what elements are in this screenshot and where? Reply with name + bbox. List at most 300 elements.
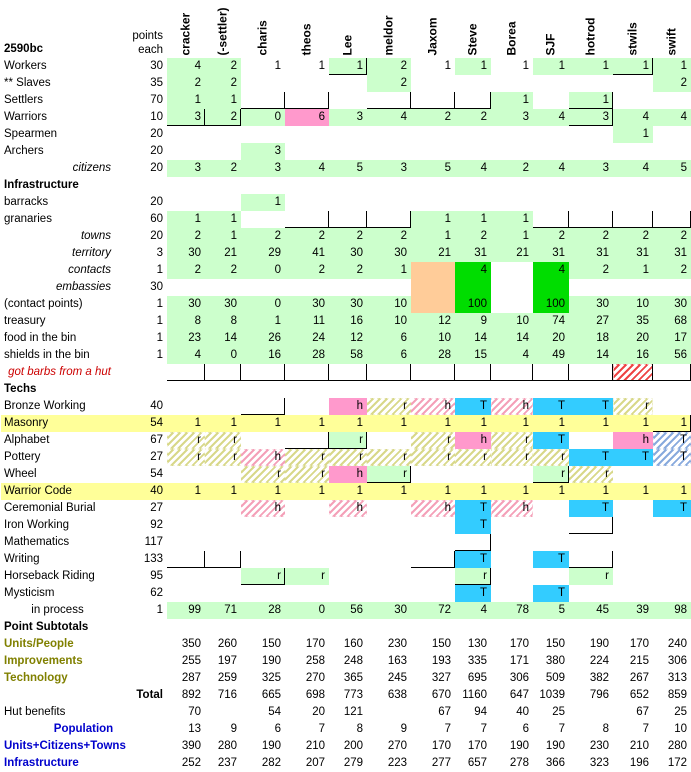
table-cell: 1: [241, 415, 285, 432]
table-cell: [569, 143, 613, 160]
table-cell: [285, 585, 329, 602]
table-cell: 28: [411, 347, 455, 364]
table-cell: 1: [329, 483, 367, 500]
table-cell: [569, 585, 613, 602]
table-cell: [367, 585, 411, 602]
table-cell: [367, 92, 411, 109]
table-cell: 39: [613, 602, 653, 619]
table-cell: 78: [491, 602, 533, 619]
table-cell: [653, 551, 691, 568]
table-cell: 3: [329, 109, 367, 126]
table-cell: [491, 517, 533, 534]
table-cell: T: [613, 449, 653, 466]
table-cell: h: [455, 432, 491, 449]
table-cell: 248: [343, 654, 363, 667]
table-cell: 14: [205, 330, 241, 347]
row-label: embassies: [56, 280, 111, 293]
table-cell: 270: [387, 739, 407, 752]
table-row: [1, 92, 691, 109]
table-cell: [491, 534, 533, 551]
table-cell: 277: [431, 756, 451, 769]
table-cell: [455, 92, 491, 109]
table-cell: 313: [667, 671, 687, 684]
table-cell: r: [411, 432, 455, 449]
table-cell: 2: [455, 228, 491, 245]
row-label: Iron Working: [4, 518, 69, 531]
table-cell: 1: [367, 483, 411, 500]
table-cell: 10: [367, 313, 411, 330]
row-label: Horseback Riding: [4, 569, 95, 582]
table-cell: [569, 194, 613, 211]
table-cell: 190: [261, 654, 281, 667]
table-cell: [241, 126, 285, 143]
row-label: food in the bin: [4, 331, 77, 344]
table-cell: 31: [455, 245, 491, 262]
subtotal-label: Total: [136, 688, 163, 701]
table-cell: [533, 194, 569, 211]
table-cell: [241, 398, 285, 415]
table-cell: 28: [285, 347, 329, 364]
table-cell: [491, 551, 533, 568]
table-cell: 74: [533, 313, 569, 330]
section-title: Techs: [1, 381, 691, 398]
player-header: [285, 1, 329, 58]
table-cell: [329, 92, 367, 109]
table-cell: T: [455, 500, 491, 517]
table-cell: 1: [569, 483, 613, 500]
player-header: [329, 1, 367, 58]
table-cell: 3: [569, 160, 613, 177]
table-cell: 163: [387, 654, 407, 667]
table-cell: [285, 432, 329, 449]
table-cell: 14: [491, 330, 533, 347]
player-name: cracker: [178, 12, 192, 56]
row-label: Mysticism: [4, 586, 55, 599]
table-cell: 30: [205, 296, 241, 313]
table-cell: [205, 534, 241, 551]
player-header: [491, 1, 533, 58]
table-cell: 8: [205, 313, 241, 330]
table-cell: 366: [545, 756, 565, 769]
table-cell: 4: [167, 347, 205, 364]
table-cell: 172: [667, 756, 687, 769]
table-cell: 1: [167, 92, 205, 109]
table-row: [1, 687, 691, 704]
table-cell: 190: [261, 739, 281, 752]
table-cell: [533, 500, 569, 517]
table-row: [1, 194, 691, 211]
table-cell: r: [533, 466, 569, 483]
table-cell: r: [455, 568, 491, 585]
table-cell: [491, 296, 533, 313]
table-cell: h: [241, 449, 285, 466]
table-cell: r: [167, 432, 205, 449]
table-cell: [241, 211, 285, 228]
table-row: [1, 143, 691, 160]
table-cell: 0: [241, 262, 285, 279]
table-cell: 4: [455, 262, 491, 279]
table-row: [1, 738, 691, 755]
table-cell: 4: [367, 109, 411, 126]
table-cell: 670: [431, 688, 451, 701]
table-cell: 0: [241, 296, 285, 313]
table-cell: 7: [318, 722, 325, 735]
table-cell: 1: [167, 211, 205, 228]
table-cell: [533, 92, 569, 109]
table-cell: 327: [431, 671, 451, 684]
table-cell: [367, 279, 411, 296]
table-cell: 3: [167, 160, 205, 177]
table-cell: [411, 126, 455, 143]
table-row: [1, 755, 691, 772]
table-row: [1, 58, 691, 75]
table-cell: 638: [387, 688, 407, 701]
table-row: [1, 109, 691, 126]
table-cell: 657: [467, 756, 487, 769]
table-cell: 12: [411, 313, 455, 330]
table-cell: 2: [167, 228, 205, 245]
table-cell: 2: [205, 109, 241, 126]
table-cell: [329, 551, 367, 568]
table-cell: 30: [569, 296, 613, 313]
table-cell: 1: [653, 483, 691, 500]
table-cell: 2: [205, 262, 241, 279]
table-cell: 20: [312, 705, 325, 718]
row-points: 1: [156, 348, 163, 361]
table-cell: 1: [533, 415, 569, 432]
table-cell: 3: [367, 160, 411, 177]
table-row: [1, 602, 691, 619]
player-name: theos: [299, 23, 313, 56]
table-cell: [569, 364, 613, 381]
table-row: [1, 126, 691, 143]
table-cell: [285, 92, 329, 109]
table-cell: 1: [205, 415, 241, 432]
table-cell: [613, 211, 653, 228]
table-cell: 100: [533, 296, 569, 313]
table-cell: 30: [653, 296, 691, 313]
table-body: [1, 1, 691, 772]
table-cell: [205, 194, 241, 211]
table-cell: [613, 500, 653, 517]
player-name: swift: [664, 28, 678, 56]
table-cell: 3: [569, 109, 613, 126]
table-cell: [411, 364, 455, 381]
table-cell: [241, 279, 285, 296]
table-cell: 31: [653, 245, 691, 262]
table-cell: 287: [181, 671, 201, 684]
table-cell: 207: [305, 756, 325, 769]
table-cell: 2: [653, 262, 691, 279]
table-cell: [569, 279, 613, 296]
player-name: Borea: [504, 21, 518, 56]
table-row: [1, 517, 691, 534]
row-points: [115, 364, 167, 381]
table-cell: [167, 398, 205, 415]
table-cell: [241, 585, 285, 602]
table-cell: T: [533, 585, 569, 602]
table-cell: r: [491, 432, 533, 449]
subtotal-label: Hut benefits: [4, 705, 66, 718]
table-cell: [285, 500, 329, 517]
row-label: Masonry: [1, 415, 115, 432]
table-cell: r: [367, 449, 411, 466]
table-cell: 1: [285, 415, 329, 432]
table-cell: 1: [613, 262, 653, 279]
table-cell: [411, 194, 455, 211]
row-label: Settlers: [4, 93, 43, 106]
table-cell: [367, 364, 411, 381]
player-name: SJF: [543, 33, 557, 56]
row-label: territory: [72, 246, 111, 259]
table-cell: 6: [285, 109, 329, 126]
table-cell: h: [329, 398, 367, 415]
table-row: [1, 262, 691, 279]
table-cell: [205, 568, 241, 585]
table-cell: T: [533, 398, 569, 415]
table-cell: [411, 466, 455, 483]
table-cell: [205, 398, 241, 415]
header-row: [1, 1, 691, 58]
player-header: [653, 1, 691, 58]
table-cell: 796: [589, 688, 609, 701]
row-points: 1: [156, 314, 163, 327]
table-cell: [653, 194, 691, 211]
subtotal-label: Units+Citizens+Towns: [4, 739, 126, 752]
table-cell: [653, 126, 691, 143]
table-cell: [613, 517, 653, 534]
player-name: Steve: [465, 23, 479, 56]
table-cell: 30: [329, 245, 367, 262]
player-name: charis: [255, 20, 269, 56]
table-cell: 258: [305, 654, 325, 667]
table-cell: 2: [367, 228, 411, 245]
table-row: [1, 398, 691, 415]
table-cell: 170: [305, 637, 325, 650]
table-cell: 323: [589, 756, 609, 769]
table-cell: [653, 92, 691, 109]
table-cell: r: [569, 466, 613, 483]
table-cell: 1039: [539, 688, 565, 701]
table-cell: [411, 262, 455, 279]
table-cell: [285, 398, 329, 415]
table-cell: 10: [367, 296, 411, 313]
table-cell: r: [205, 432, 241, 449]
table-cell: [455, 75, 491, 92]
row-label: Mathematics: [4, 535, 70, 548]
table-cell: 35: [613, 313, 653, 330]
table-cell: [167, 585, 205, 602]
player-header: [411, 1, 455, 58]
table-cell: [329, 568, 367, 585]
table-cell: T: [569, 500, 613, 517]
table-cell: 3: [491, 109, 533, 126]
row-points: 92: [150, 518, 163, 531]
table-cell: h: [329, 500, 367, 517]
player-name: (-settler): [215, 7, 229, 56]
table-cell: 170: [509, 637, 529, 650]
row-label: towns: [1, 228, 115, 245]
table-cell: 509: [545, 671, 565, 684]
row-label: Wheel: [4, 467, 37, 480]
table-cell: 1: [411, 211, 455, 228]
table-cell: [533, 75, 569, 92]
table-cell: [167, 500, 205, 517]
table-cell: [411, 534, 455, 551]
subtotal-label: Infrastructure: [4, 756, 79, 769]
row-points: 20: [115, 228, 167, 245]
table-cell: [411, 279, 455, 296]
row-label: Pottery: [4, 450, 41, 463]
table-row: [1, 347, 691, 364]
row-label: granaries: [4, 212, 52, 225]
table-cell: 365: [343, 671, 363, 684]
table-cell: [205, 551, 241, 568]
table-cell: 4: [533, 109, 569, 126]
table-cell: 230: [589, 739, 609, 752]
table-cell: 2: [367, 75, 411, 92]
table-cell: 2: [329, 228, 367, 245]
table-cell: [367, 500, 411, 517]
table-cell: 1: [653, 58, 691, 75]
table-cell: 25: [552, 705, 565, 718]
table-cell: 1: [522, 59, 529, 72]
table-row: [1, 568, 691, 585]
table-row: [1, 313, 691, 330]
table-cell: [167, 551, 205, 568]
table-cell: 30: [167, 296, 205, 313]
table-cell: 282: [261, 756, 281, 769]
table-cell: [205, 143, 241, 160]
table-cell: h: [329, 466, 367, 483]
row-points: 10: [150, 110, 163, 123]
table-cell: 892: [181, 688, 201, 701]
table-row: [1, 721, 691, 738]
player-header: [367, 1, 411, 58]
table-cell: [653, 143, 691, 160]
table-cell: 94: [474, 705, 487, 718]
table-cell: 4: [533, 262, 569, 279]
table-cell: 25: [674, 705, 687, 718]
table-cell: T: [653, 500, 691, 517]
table-cell: [613, 534, 653, 551]
table-row: [1, 500, 691, 517]
table-cell: 223: [387, 756, 407, 769]
player-header: [455, 1, 491, 58]
table-cell: 11: [285, 313, 329, 330]
row-points: 133: [143, 552, 163, 565]
table-cell: 1: [329, 58, 367, 75]
table-cell: r: [285, 449, 329, 466]
table-cell: 68: [653, 313, 691, 330]
table-cell: 6: [367, 330, 411, 347]
table-cell: 1: [455, 211, 491, 228]
table-cell: 5: [411, 160, 455, 177]
table-cell: 21: [491, 245, 533, 262]
table-cell: 16: [613, 347, 653, 364]
table-cell: [241, 92, 285, 109]
table-cell: 1: [613, 415, 653, 432]
table-cell: 1: [491, 92, 533, 109]
table-cell: [167, 194, 205, 211]
row-points: 95: [150, 569, 163, 582]
table-cell: 230: [387, 637, 407, 650]
table-cell: 1160: [462, 688, 487, 701]
table-cell: 2: [569, 262, 613, 279]
row-points: 67: [150, 433, 163, 446]
table-cell: [533, 126, 569, 143]
table-cell: 3: [167, 109, 205, 126]
table-row: [1, 585, 691, 602]
table-cell: 1: [285, 483, 329, 500]
table-cell: [241, 517, 285, 534]
table-cell: [569, 432, 613, 449]
row-points: 30: [150, 59, 163, 72]
table-cell: 54: [268, 705, 281, 718]
table-cell: [653, 398, 691, 415]
table-cell: [533, 517, 569, 534]
table-cell: [411, 517, 455, 534]
table-cell: [241, 75, 285, 92]
table-cell: 160: [343, 637, 363, 650]
row-points: 27: [150, 450, 163, 463]
table-row: [1, 432, 691, 449]
table-cell: 2: [569, 228, 613, 245]
player-header: [205, 1, 241, 58]
row-points: 27: [150, 501, 163, 514]
table-cell: 4: [613, 160, 653, 177]
table-cell: [569, 704, 613, 721]
table-cell: [653, 568, 691, 585]
table-cell: 4: [491, 347, 533, 364]
table-cell: 260: [217, 637, 237, 650]
table-cell: 58: [329, 347, 367, 364]
row-label: shields in the bin: [4, 348, 90, 361]
table-cell: 150: [545, 637, 565, 650]
table-cell: 4: [167, 58, 205, 75]
table-cell: 215: [629, 654, 649, 667]
table-row: [1, 245, 691, 262]
table-cell: 1: [613, 58, 653, 75]
table-cell: 10: [411, 330, 455, 347]
table-cell: 1: [569, 58, 613, 75]
table-cell: [569, 534, 613, 551]
table-cell: 1: [241, 483, 285, 500]
table-cell: [569, 75, 613, 92]
table-cell: 3: [241, 160, 285, 177]
table-cell: 2: [167, 262, 205, 279]
table-cell: 1: [533, 58, 569, 75]
table-cell: 5: [329, 160, 367, 177]
table-row: [1, 415, 691, 432]
table-cell: r: [241, 466, 285, 483]
table-cell: 30: [285, 296, 329, 313]
table-cell: T: [455, 585, 491, 602]
table-cell: 306: [509, 671, 529, 684]
sheet-title: 2590bc: [4, 43, 44, 55]
table-cell: T: [455, 398, 491, 415]
table-cell: 1: [367, 262, 411, 279]
table-cell: [491, 364, 533, 381]
table-cell: [455, 364, 491, 381]
table-cell: [167, 279, 205, 296]
table-row: [1, 449, 691, 466]
subtotal-label: Population: [53, 722, 114, 735]
table-cell: 1: [167, 415, 205, 432]
table-cell: 1: [367, 415, 411, 432]
table-row: [1, 296, 691, 313]
table-cell: h: [411, 398, 455, 415]
